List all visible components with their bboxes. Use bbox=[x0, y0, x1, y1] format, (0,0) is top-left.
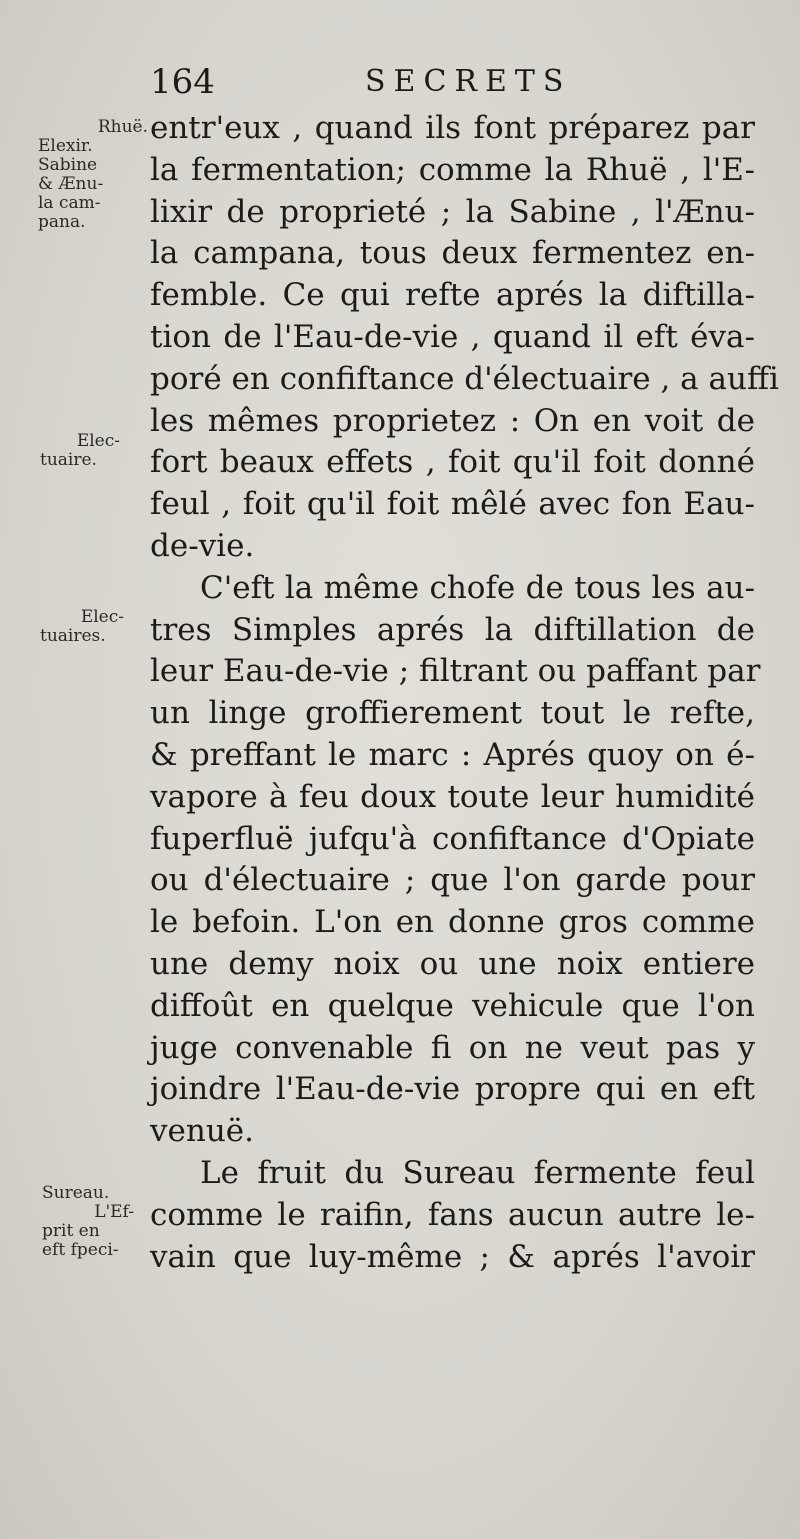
margin-note-line: Sabine bbox=[38, 155, 98, 175]
text-line: poré en confiftance d'électuaire , a auffi bbox=[150, 360, 779, 397]
margin-note-line: tuaires. bbox=[40, 626, 106, 646]
text-line: vain que luy-même ; & aprés l'avoir bbox=[150, 1238, 755, 1275]
margin-note-line: prit en bbox=[42, 1221, 100, 1241]
text-line: comme le raifin, fans aucun autre le- bbox=[150, 1196, 755, 1233]
text-line: vapore à feu doux toute leur humidité bbox=[150, 778, 755, 815]
body-text bbox=[150, 108, 779, 1278]
margin-note-line: pana. bbox=[38, 212, 86, 232]
margin-note-line: Rhuë. bbox=[97, 117, 148, 137]
text-line: juge convenable fi on ne veut pas y bbox=[150, 1029, 755, 1066]
margin-note-line: la cam- bbox=[38, 193, 101, 213]
margin-note-line: tuaire. bbox=[40, 450, 97, 470]
text-line: & preffant le marc : Aprés quoy on é- bbox=[150, 736, 755, 773]
text-line: fort beaux effets , foit qu'il foit donné bbox=[150, 444, 755, 481]
margin-note-rhue bbox=[38, 118, 148, 232]
text-line: lixir de proprieté ; la Sabine , l'Ænu- bbox=[150, 193, 755, 230]
margin-note-line: Sureau. bbox=[42, 1183, 110, 1203]
page-header bbox=[150, 62, 750, 106]
text-line: venuë. bbox=[150, 1113, 254, 1150]
margin-note-electuaire bbox=[40, 432, 120, 470]
text-line: joindre l'Eau-de-vie propre qui en eft bbox=[150, 1071, 755, 1108]
margin-note-sureau bbox=[42, 1184, 134, 1260]
margin-note-line: & Ænu- bbox=[38, 174, 104, 194]
text-line: feul , foit qu'il foit mêlé avec fon Eau- bbox=[150, 486, 755, 523]
text-line: le befoin. L'on en donne gros comme bbox=[150, 904, 755, 941]
page-number: 164 bbox=[150, 62, 215, 102]
text-line: tres Simples aprés la diftillation de bbox=[150, 611, 755, 648]
text-line: tion de l'Eau-de-vie , quand il eft éva- bbox=[150, 318, 755, 355]
text-line: les mêmes proprietez : On en voit de bbox=[150, 402, 755, 439]
margin-note-line: eft fpeci- bbox=[42, 1240, 119, 1260]
margin-note-line: L'Ef- bbox=[94, 1202, 134, 1222]
margin-note-line: Elec- bbox=[80, 607, 124, 627]
text-line: fuperfluë jufqu'à confiftance d'Opiate bbox=[150, 820, 755, 857]
text-line: de-vie. bbox=[150, 527, 255, 564]
text-line: entr'eux , quand ils font préparez par bbox=[150, 110, 755, 146]
text-line: Le fruit du Sureau fermente feul bbox=[200, 1154, 755, 1191]
text-line: une demy noix ou une noix entiere bbox=[150, 945, 755, 982]
running-head: SECRETS bbox=[365, 64, 572, 99]
text-line: leur Eau-de-vie ; filtrant ou paffant par bbox=[150, 653, 761, 690]
margin-note-line: Elec- bbox=[76, 431, 120, 451]
text-line: C'eft la même chofe de tous les au- bbox=[200, 569, 755, 606]
text-line: ou d'électuaire ; que l'on garde pour bbox=[150, 862, 755, 899]
margin-note-line: Elexir. bbox=[38, 136, 93, 156]
text-line: un linge groffierement tout le refte, bbox=[150, 695, 755, 732]
margin-note-electuaires bbox=[40, 608, 124, 646]
text-line: la fermentation; comme la Rhuë , l'E- bbox=[150, 151, 755, 188]
text-line: diffoût en quelque vehicule que l'on bbox=[150, 987, 755, 1024]
text-line: la campana, tous deux fermentez en- bbox=[150, 235, 755, 272]
text-line: femble. Ce qui refte aprés la diftilla- bbox=[150, 277, 755, 314]
